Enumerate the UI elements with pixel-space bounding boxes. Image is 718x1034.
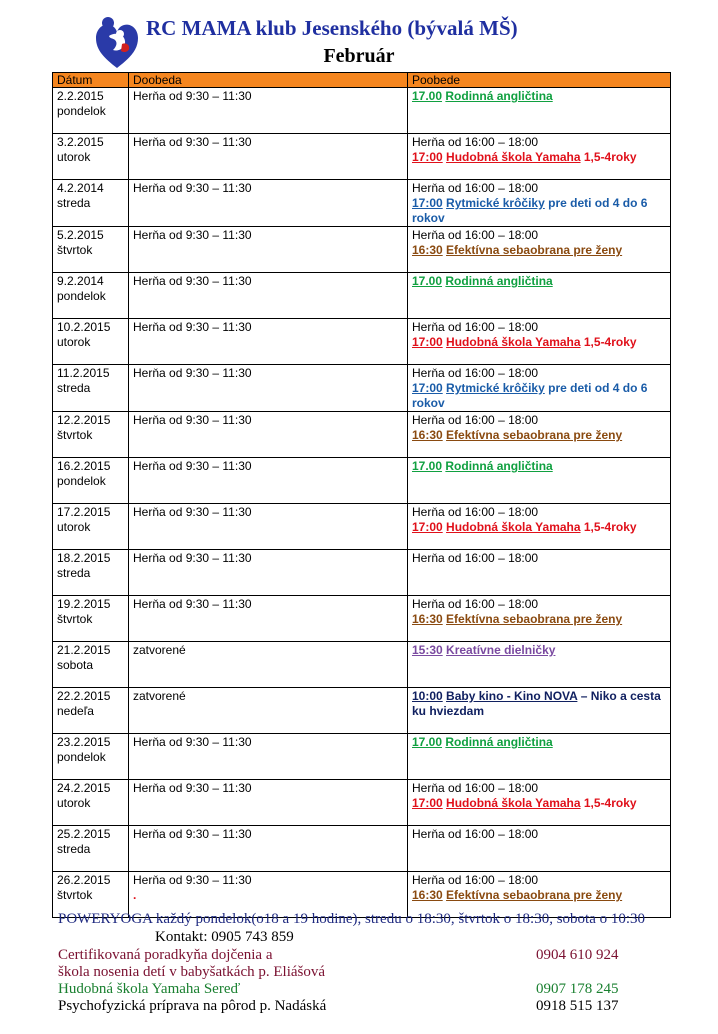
morning-cell <box>129 826 408 872</box>
event-title: Efektívna sebaobrana pre ženy <box>446 888 623 902</box>
table-row <box>53 180 671 227</box>
morning-cell <box>129 458 408 504</box>
event-title: Rodinná angličtina <box>445 89 553 103</box>
afternoon-herna: Herňa od 16:00 – 18:00 <box>412 873 539 887</box>
weekday: streda <box>57 196 91 210</box>
event-suffix: pre deti od 4 do 6 rokov <box>412 381 648 410</box>
weekday: pondelok <box>57 104 106 118</box>
date-cell <box>53 596 129 642</box>
afternoon-cell <box>408 688 671 734</box>
date: 5.2.2015 <box>57 228 104 242</box>
weekday: štvrtok <box>57 428 93 442</box>
morning-cell <box>129 780 408 826</box>
weekday: pondelok <box>57 289 106 303</box>
date: 23.2.2015 <box>57 735 111 749</box>
table-row <box>53 134 671 180</box>
date-cell <box>53 734 129 780</box>
morning-cell <box>129 504 408 550</box>
table-row <box>53 688 671 734</box>
afternoon-cell <box>408 365 671 412</box>
weekday: streda <box>57 381 91 395</box>
event-time: 17:00 <box>412 381 443 395</box>
event <box>412 274 666 289</box>
date-cell <box>53 365 129 412</box>
event <box>412 735 666 750</box>
morning-text: zatvorené <box>133 643 186 657</box>
event-title: Rodinná angličtina <box>445 735 553 749</box>
cert-line-2: škola nosenia detí v babyšatkách p. Eliášová <box>58 964 326 980</box>
morning-cell <box>129 319 408 365</box>
morning-cell <box>129 412 408 458</box>
morning-text: Herňa od 9:30 – 11:30 <box>133 181 252 195</box>
event-title: Rodinná angličtina <box>445 274 553 288</box>
weekday: štvrtok <box>57 612 93 626</box>
morning-cell <box>129 273 408 319</box>
event-time: 17:00 <box>412 796 443 810</box>
event-title: Rytmické krôčiky <box>446 381 545 395</box>
event-time: 10:00 <box>412 689 443 703</box>
afternoon-herna: Herňa od 16:00 – 18:00 <box>412 181 539 195</box>
date: 26.2.2015 <box>57 873 111 887</box>
date-cell <box>53 688 129 734</box>
event <box>412 459 666 474</box>
afternoon-herna: Herňa od 16:00 – 18:00 <box>412 505 539 519</box>
morning-text: Herňa od 9:30 – 11:30 <box>133 735 252 749</box>
psycho-phone: 0918 515 137 <box>536 998 619 1014</box>
morning-cell <box>129 734 408 780</box>
morning-text: zatvorené <box>133 689 186 703</box>
afternoon-cell <box>408 734 671 780</box>
yamaha-phone: 0907 178 245 <box>536 981 619 997</box>
col-morning-header: Doobeda <box>129 73 408 88</box>
morning-mark: . <box>133 888 137 902</box>
afternoon-cell <box>408 88 671 134</box>
table-row <box>53 88 671 134</box>
morning-text: Herňa od 9:30 – 11:30 <box>133 228 252 242</box>
date-cell <box>53 550 129 596</box>
date-cell <box>53 826 129 872</box>
date: 25.2.2015 <box>57 827 111 841</box>
weekday: pondelok <box>57 474 106 488</box>
afternoon-herna: Herňa od 16:00 – 18:00 <box>412 597 539 611</box>
table-row <box>53 642 671 688</box>
date-cell <box>53 227 129 273</box>
weekday: utorok <box>57 335 91 349</box>
date-cell <box>53 319 129 365</box>
afternoon-cell <box>408 596 671 642</box>
event-title: Rodinná angličtina <box>445 459 553 473</box>
date-cell <box>53 88 129 134</box>
afternoon-cell <box>408 227 671 273</box>
date: 19.2.2015 <box>57 597 111 611</box>
weekday: pondelok <box>57 750 106 764</box>
date-cell <box>53 134 129 180</box>
morning-text: Herňa od 9:30 – 11:30 <box>133 551 252 565</box>
morning-text: Herňa od 9:30 – 11:30 <box>133 366 252 380</box>
event <box>412 243 666 258</box>
morning-text: Herňa od 9:30 – 11:30 <box>133 781 252 795</box>
table-row <box>53 365 671 412</box>
event <box>412 381 666 411</box>
table-row <box>53 780 671 826</box>
event-title: Kreatívne dielničky <box>446 643 556 657</box>
event-time: 16:30 <box>412 612 443 626</box>
morning-cell <box>129 688 408 734</box>
table-row <box>53 596 671 642</box>
table-row <box>53 273 671 319</box>
event <box>412 196 666 226</box>
yamaha-line: Hudobná škola Yamaha Sereď <box>58 981 241 997</box>
date: 4.2.2014 <box>57 181 104 195</box>
event-title: Hudobná škola Yamaha <box>446 796 581 810</box>
event-title: Efektívna sebaobrana pre ženy <box>446 428 623 442</box>
table-row <box>53 550 671 596</box>
event-time: 17.00 <box>412 274 443 288</box>
afternoon-herna: Herňa od 16:00 – 18:00 <box>412 320 539 334</box>
date-cell <box>53 273 129 319</box>
event-title: Hudobná škola Yamaha <box>446 335 581 349</box>
date: 22.2.2015 <box>57 689 111 703</box>
table-row <box>53 227 671 273</box>
afternoon-cell <box>408 273 671 319</box>
event-time: 16:30 <box>412 243 443 257</box>
table-row <box>53 504 671 550</box>
event-time: 17.00 <box>412 459 443 473</box>
event <box>412 520 666 535</box>
date: 21.2.2015 <box>57 643 111 657</box>
event-time: 15:30 <box>412 643 443 657</box>
event-title: Efektívna sebaobrana pre ženy <box>446 612 623 626</box>
date-cell <box>53 458 129 504</box>
event <box>412 335 666 350</box>
event-time: 16:30 <box>412 428 443 442</box>
morning-cell <box>129 365 408 412</box>
morning-text: Herňa od 9:30 – 11:30 <box>133 413 252 427</box>
weekday: štvrtok <box>57 888 93 902</box>
cert-phone: 0904 610 924 <box>536 947 619 963</box>
event-title: Efektívna sebaobrana pre ženy <box>446 243 623 257</box>
event-suffix: 1,5-4roky <box>580 335 637 349</box>
cert-line-1: Certifikovaná poradkyňa dojčenia a <box>58 947 273 963</box>
morning-cell <box>129 88 408 134</box>
date-cell <box>53 412 129 458</box>
event-time: 16:30 <box>412 888 443 902</box>
event <box>412 689 666 719</box>
event-time: 17:00 <box>412 520 443 534</box>
month-heading: Február <box>323 45 395 67</box>
date: 9.2.2014 <box>57 274 104 288</box>
event-time: 17:00 <box>412 335 443 349</box>
event-time: 17.00 <box>412 89 443 103</box>
weekday: utorok <box>57 150 91 164</box>
date: 17.2.2015 <box>57 505 111 519</box>
morning-text: Herňa od 9:30 – 11:30 <box>133 459 252 473</box>
event <box>412 150 666 165</box>
morning-cell <box>129 180 408 227</box>
event-time: 17:00 <box>412 150 443 164</box>
event <box>412 643 666 658</box>
morning-text: Herňa od 9:30 – 11:30 <box>133 597 252 611</box>
date-cell <box>53 504 129 550</box>
contact-line: Kontakt: 0905 743 859 <box>155 929 294 945</box>
event-time: 17:00 <box>412 196 443 210</box>
event <box>412 89 666 104</box>
weekday: štvrtok <box>57 243 93 257</box>
event-title: Hudobná škola Yamaha <box>446 520 581 534</box>
event-title: Baby kino - Kino NOVA <box>446 689 578 703</box>
event-title: Hudobná škola Yamaha <box>446 150 581 164</box>
table-row <box>53 826 671 872</box>
table-row <box>53 319 671 365</box>
date: 11.2.2015 <box>57 366 110 380</box>
afternoon-cell <box>408 458 671 504</box>
event-time: 17.00 <box>412 735 443 749</box>
event <box>412 612 666 627</box>
morning-cell <box>129 596 408 642</box>
date-cell <box>53 780 129 826</box>
table-row <box>53 734 671 780</box>
morning-text: Herňa od 9:30 – 11:30 <box>133 320 252 334</box>
afternoon-cell <box>408 134 671 180</box>
morning-text: Herňa od 9:30 – 11:30 <box>133 505 252 519</box>
weekday: sobota <box>57 658 94 672</box>
morning-text: Herňa od 9:30 – 11:30 <box>133 135 252 149</box>
event-suffix: pre deti od 4 do 6 rokov <box>412 196 648 225</box>
date: 16.2.2015 <box>57 459 111 473</box>
col-date-header: Dátum <box>53 73 129 88</box>
schedule-table <box>52 72 671 918</box>
date: 2.2.2015 <box>57 89 104 103</box>
morning-cell <box>129 227 408 273</box>
afternoon-cell <box>408 412 671 458</box>
event <box>412 428 666 443</box>
table-row <box>53 458 671 504</box>
event-suffix: 1,5-4roky <box>580 796 637 810</box>
morning-text: Herňa od 9:30 – 11:30 <box>133 827 252 841</box>
morning-cell <box>129 134 408 180</box>
event <box>412 888 666 903</box>
date: 10.2.2015 <box>57 320 111 334</box>
date: 12.2.2015 <box>57 413 111 427</box>
morning-text: Herňa od 9:30 – 11:30 <box>133 274 252 288</box>
afternoon-cell <box>408 780 671 826</box>
date: 3.2.2015 <box>57 135 104 149</box>
afternoon-herna: Herňa od 16:00 – 18:00 <box>412 366 539 380</box>
afternoon-herna: Herňa od 16:00 – 18:00 <box>412 135 539 149</box>
poweryoga-line: POWERYOGA každý pondelok(o18 a 19 hodine), stredu o 18:30, štvrtok o 18:30, sobota o 10:30 <box>58 911 646 927</box>
table-row <box>53 412 671 458</box>
psycho-line: Psychofyzická príprava na pôrod p. Nadáská <box>58 998 327 1014</box>
weekday: nedeľa <box>57 704 94 718</box>
event-suffix: – Niko a cesta ku hviezdam <box>412 689 661 718</box>
table-header-row <box>53 73 671 88</box>
afternoon-cell <box>408 319 671 365</box>
date: 24.2.2015 <box>57 781 111 795</box>
afternoon-herna: Herňa od 16:00 – 18:00 <box>412 551 539 565</box>
afternoon-cell <box>408 550 671 596</box>
afternoon-herna: Herňa od 16:00 – 18:00 <box>412 781 539 795</box>
afternoon-cell <box>408 180 671 227</box>
weekday: utorok <box>57 520 91 534</box>
afternoon-herna: Herňa od 16:00 – 18:00 <box>412 827 539 841</box>
afternoon-cell <box>408 642 671 688</box>
event <box>412 796 666 811</box>
event-title: Rytmické krôčiky <box>446 196 545 210</box>
morning-cell <box>129 642 408 688</box>
afternoon-cell <box>408 504 671 550</box>
col-afternoon-header: Poobede <box>408 73 671 88</box>
event-suffix: 1,5-4roky <box>580 150 637 164</box>
morning-cell <box>129 550 408 596</box>
afternoon-herna: Herňa od 16:00 – 18:00 <box>412 413 539 427</box>
date-cell <box>53 642 129 688</box>
morning-text: Herňa od 9:30 – 11:30 <box>133 873 252 887</box>
weekday: utorok <box>57 796 91 810</box>
date-cell <box>53 180 129 227</box>
morning-text: Herňa od 9:30 – 11:30 <box>133 89 252 103</box>
date: 18.2.2015 <box>57 551 111 565</box>
weekday: streda <box>57 842 91 856</box>
event-suffix: 1,5-4roky <box>580 520 637 534</box>
afternoon-cell <box>408 826 671 872</box>
weekday: streda <box>57 566 91 580</box>
afternoon-herna: Herňa od 16:00 – 18:00 <box>412 228 539 242</box>
page-title: RC MAMA klub Jesenského (bývalá MŠ) <box>146 16 518 40</box>
